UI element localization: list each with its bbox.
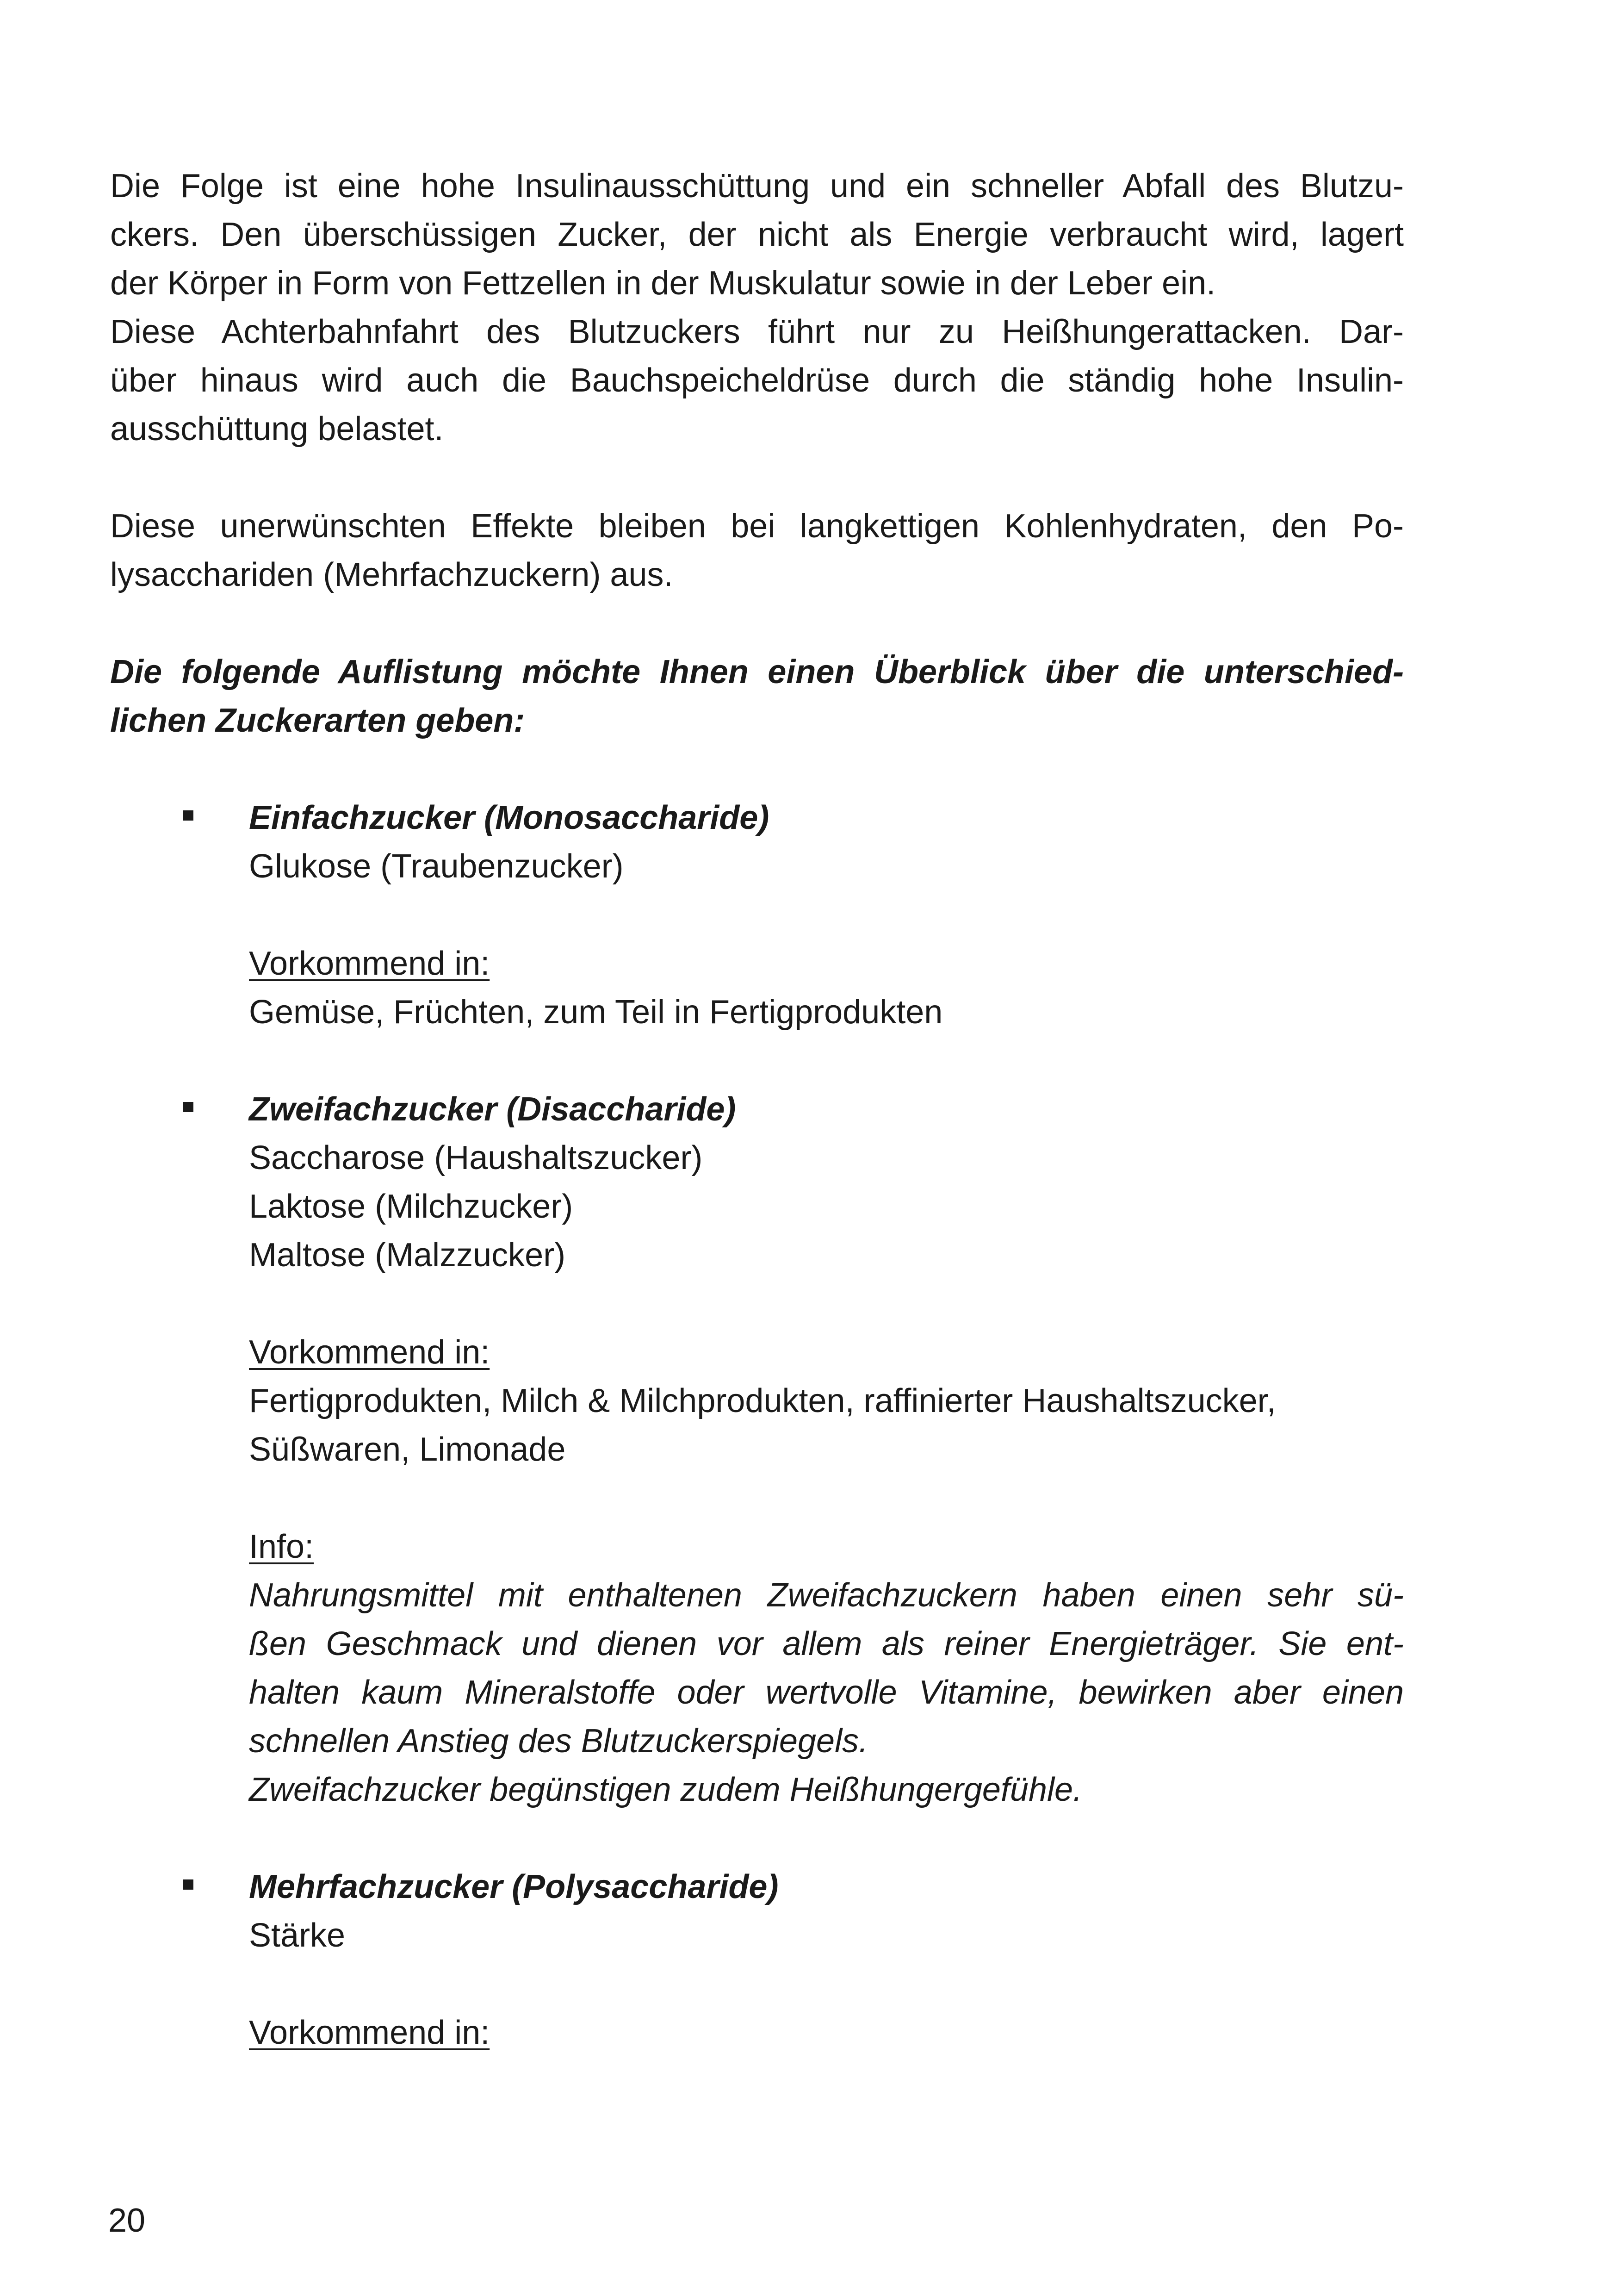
page-number: 20 (108, 2202, 146, 2239)
item-line: Saccharose (Haushaltszucker) (249, 1139, 703, 1176)
square-bullet-icon (183, 810, 193, 821)
info-line: ßen Geschmack und dienen vor allem als reiner Energieträger. Sie ent- (249, 1625, 1404, 1662)
spacer (249, 1474, 1404, 1523)
spacer (110, 454, 1404, 502)
occurrence-line: Fertigprodukten, Milch & Milchprodukten, raffinierter Haushaltszucker, (249, 1382, 1276, 1419)
info-text (249, 1571, 1404, 1814)
list-item (110, 1085, 1404, 1814)
info-line: Zweifachzucker begünstigen zudem Heißhungergefühle. (249, 1771, 1083, 1808)
spacer (110, 1037, 1404, 1085)
spacer (249, 1280, 1404, 1328)
heading-line: Die folgende Auflistung möchte Ihnen einen Überblick über die unterschied- (110, 653, 1404, 691)
intro-paragraph-1 (110, 162, 1404, 454)
list-item (110, 794, 1404, 1037)
occurrence-label: Vorkommend in: (249, 1334, 490, 1371)
text-line: Die Folge ist eine hohe Insulinausschüttung und ein schneller Abfall des Blutzu- (110, 168, 1404, 205)
occurrence-line: Süßwaren, Limonade (249, 1431, 566, 1468)
occurrence-label: Vorkommend in: (249, 945, 490, 982)
occurrence-label: Vorkommend in: (249, 2014, 490, 2051)
text-line: ausschüttung belastet. (110, 411, 444, 448)
item-line: Stärke (249, 1917, 346, 1954)
square-bullet-icon (183, 1879, 193, 1890)
occurrence-line: Gemüse, Früchten, zum Teil in Fertigprodukten (249, 994, 943, 1031)
square-bullet-icon (183, 1102, 193, 1112)
spacer (110, 1814, 1404, 1863)
spacer (110, 599, 1404, 648)
heading-line: lichen Zuckerarten geben: (110, 702, 525, 739)
info-label: Info: (249, 1528, 314, 1565)
text-line: Diese unerwünschten Effekte bleiben bei langkettigen Kohlenhydraten, den Po- (110, 508, 1404, 545)
text-line: ckers. Den überschüssigen Zucker, der nicht als Energie verbraucht wird, lagert (110, 216, 1404, 253)
spacer (110, 745, 1404, 794)
text-line: über hinaus wird auch die Bauchspeicheldrüse durch die ständig hohe Insulin- (110, 362, 1404, 399)
item-title: Einfachzucker (Monosaccharide) (249, 799, 769, 836)
page-content (110, 162, 1404, 2057)
spacer (249, 891, 1404, 940)
spacer (249, 1960, 1404, 2009)
item-title: Zweifachzucker (Disaccharide) (249, 1091, 736, 1128)
item-line: Laktose (Milchzucker) (249, 1188, 573, 1225)
item-line: Glukose (Traubenzucker) (249, 848, 624, 885)
section-heading (110, 648, 1404, 745)
info-line: schnellen Anstieg des Blutzuckerspiegels. (249, 1723, 868, 1760)
text-line: Diese Achterbahnfahrt des Blutzuckers führt nur zu Heißhungerattacken. Dar- (110, 313, 1404, 350)
info-line: Nahrungsmittel mit enthaltenen Zweifachzuckern haben einen sehr sü- (249, 1577, 1404, 1614)
info-line: halten kaum Mineralstoffe oder wertvolle Vitamine, bewirken aber einen (249, 1674, 1404, 1711)
item-line: Maltose (Malzzucker) (249, 1237, 566, 1274)
list-item (110, 1863, 1404, 2057)
text-line: lysacchariden (Mehrfachzuckern) aus. (110, 556, 673, 593)
text-line: der Körper in Form von Fettzellen in der Muskulatur sowie in der Leber ein. (110, 265, 1216, 302)
item-title: Mehrfachzucker (Polysaccharide) (249, 1868, 779, 1905)
sugar-types-list (110, 794, 1404, 2057)
intro-paragraph-2 (110, 502, 1404, 599)
